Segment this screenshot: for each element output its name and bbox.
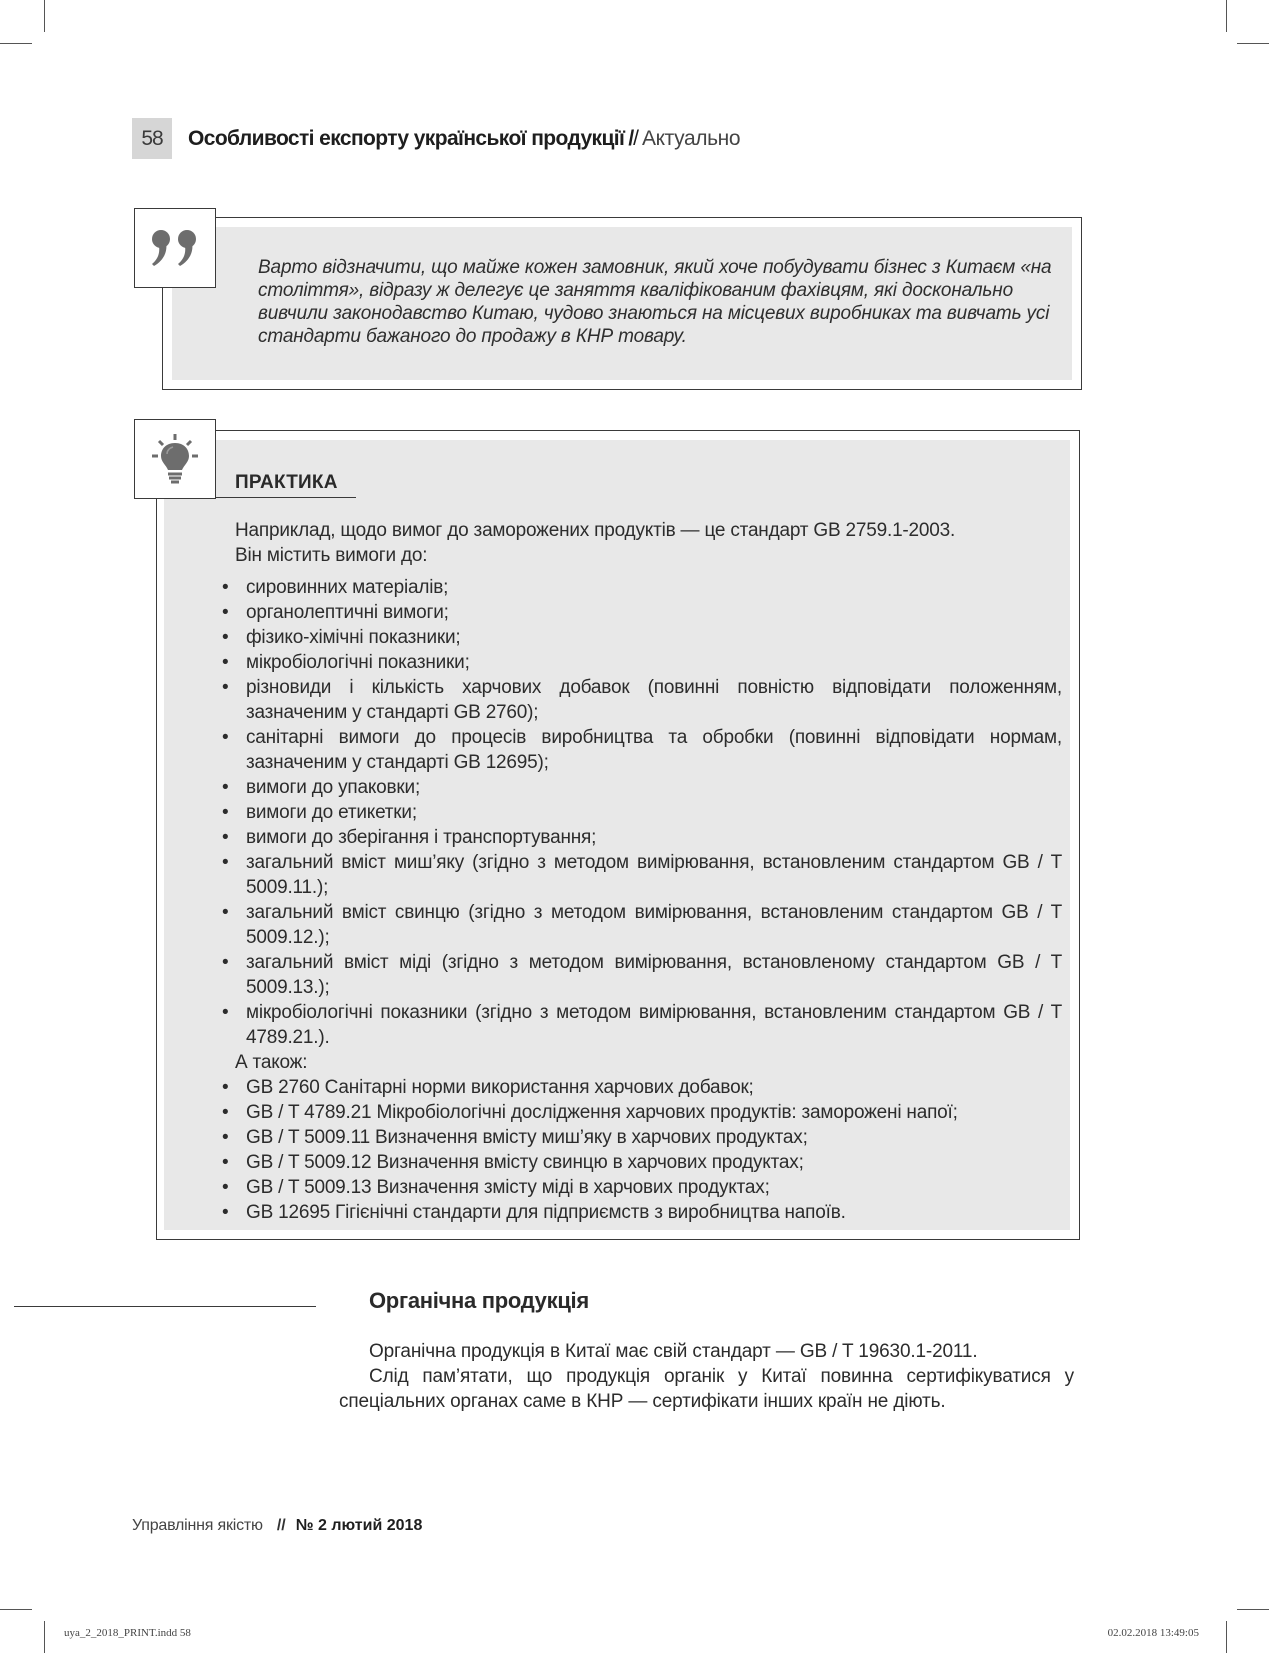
bullet-icon: • [222, 652, 229, 673]
lightbulb-icon [150, 432, 200, 486]
issue-label: № 2 лютий 2018 [295, 1517, 423, 1534]
bullet-icon: • [222, 1127, 229, 1148]
crop-mark [44, 0, 45, 32]
list-item: • GB 12695 Гігієнічні стандарти для підприємств з виробництва напоїв. [222, 1202, 846, 1223]
practice-heading-underline [216, 497, 356, 498]
bullet-icon: • [222, 852, 229, 873]
list-item: • GB / T 5009.12 Визначення вмісту свинцю в харчових продуктах; [222, 1152, 804, 1173]
crop-mark [1226, 0, 1227, 32]
crop-mark [1226, 1621, 1227, 1653]
list-item: • загальний вміст миш’яку (згідно з методом вимірювання, встановленим стандартом GB / T 5009.11.); [222, 852, 1062, 898]
paragraph: Слід пам’ятати, що продукція органік у Китаї повинна сертифікуватися у спеціальних органах саме в КНР — сертифікати інших країн не діють. [339, 1366, 1074, 1412]
standards-list [222, 1075, 1062, 1225]
bullet-icon: • [222, 577, 229, 598]
section-divider [14, 1306, 316, 1307]
running-header [132, 118, 740, 159]
bullet-icon: • [222, 1152, 229, 1173]
crop-mark [0, 43, 32, 44]
list-item: • санітарні вимоги до процесів виробництва та обробки (повинні відповідати нормам, зазначеним у стандарті GB 12695); [222, 727, 1062, 773]
header-separator: // [628, 126, 638, 150]
practice-intro-continued: Він містить вимоги до: [235, 545, 428, 566]
crop-mark [1237, 1609, 1269, 1610]
list-item: • GB 2760 Санітарні норми використання харчових добавок; [222, 1077, 754, 1098]
list-item: • різновиди і кількість харчових добавок (повинні повністю відповідати положенням, зазначеним у стандарті GB 2760); [222, 677, 1062, 723]
article-title: Особливості експорту української продукції [188, 126, 625, 150]
print-slug-file: uya_2_2018_PRINT.indd 58 [64, 1627, 191, 1639]
practice-heading: ПРАКТИКА [235, 472, 338, 493]
quote-icon-tab [134, 208, 216, 288]
crop-mark [0, 1609, 32, 1610]
bullet-icon: • [222, 727, 229, 748]
footer-separator: // [276, 1517, 286, 1534]
list-item: • GB / T 5009.13 Визначення змісту міді в харчових продуктах; [222, 1177, 770, 1198]
list-item: • вимоги до етикетки; [222, 802, 417, 823]
bullet-icon: • [222, 1202, 229, 1223]
quote-icon [149, 228, 201, 268]
bullet-icon: • [222, 802, 229, 823]
bullet-icon: • [222, 1177, 229, 1198]
list-item: • сировинних матеріалів; [222, 577, 449, 598]
crop-mark [1237, 43, 1269, 44]
quote-text: Варто відзначити, що майже кожен замовник, який хоче побудувати бізнес з Китаєм «на століття», відразу ж делегує це заняття кваліфікованим фахівцям, які досконально вивчили законодавство Китаю, чудово знаються на місцевих виробниках та вивчать усі стандарти бажаного до продажу в КНР товару. [258, 257, 1052, 347]
list-item: • загальний вміст свинцю (згідно з методом вимірювання, встановленим стандартом GB / T 5009.12.); [222, 902, 1062, 948]
section-heading: Органічна продукція [369, 1288, 589, 1313]
paragraph: Органічна продукція в Китаї має свій стандарт — GB / T 19630.1-2011. [369, 1341, 978, 1362]
list-item: • вимоги до зберігання і транспортування; [222, 827, 597, 848]
list-item: • фізико-хімічні показники; [222, 627, 461, 648]
bullet-icon: • [222, 1002, 229, 1023]
crop-mark [44, 1621, 45, 1653]
lightbulb-icon-tab [134, 419, 216, 499]
list-item: • вимоги до упаковки; [222, 777, 421, 798]
practice-intro: Наприклад, щодо вимог до заморожених продуктів — це стандарт GB 2759.1-2003. [235, 520, 956, 541]
requirements-list [222, 575, 1062, 1050]
list-item: • органолептичні вимоги; [222, 602, 449, 623]
section-body [339, 1339, 1074, 1414]
section-name: Актуально [642, 126, 741, 150]
bullet-icon: • [222, 827, 229, 848]
practice-body [222, 518, 1062, 1225]
list-item: • GB / T 4789.21 Мікробіологічні дослідження харчових продуктів: заморожені напої; [222, 1102, 958, 1123]
list-item: • мікробіологічні показники (згідно з методом вимірювання, встановленим стандартом GB / T 4789.21.). [222, 1002, 1062, 1048]
bullet-icon: • [222, 677, 229, 698]
bullet-icon: • [222, 1077, 229, 1098]
bullet-icon: • [222, 602, 229, 623]
bullet-icon: • [222, 1102, 229, 1123]
print-slug-timestamp: 02.02.2018 13:49:05 [1107, 1627, 1199, 1639]
list-item: • загальний вміст міді (згідно з методом вимірювання, встановленому стандартом GB / T 5009.13.); [222, 952, 1062, 998]
bullet-icon: • [222, 777, 229, 798]
list-item: • мікробіологічні показники; [222, 652, 470, 673]
bullet-icon: • [222, 627, 229, 648]
also-label: А також: [235, 1052, 308, 1073]
journal-name: Управління якістю [132, 1517, 263, 1534]
bullet-icon: • [222, 952, 229, 973]
page-number: 58 [132, 118, 172, 159]
list-item: • GB / T 5009.11 Визначення вмісту миш’яку в харчових продуктах; [222, 1127, 808, 1148]
bullet-icon: • [222, 902, 229, 923]
page-footer [132, 1517, 422, 1535]
